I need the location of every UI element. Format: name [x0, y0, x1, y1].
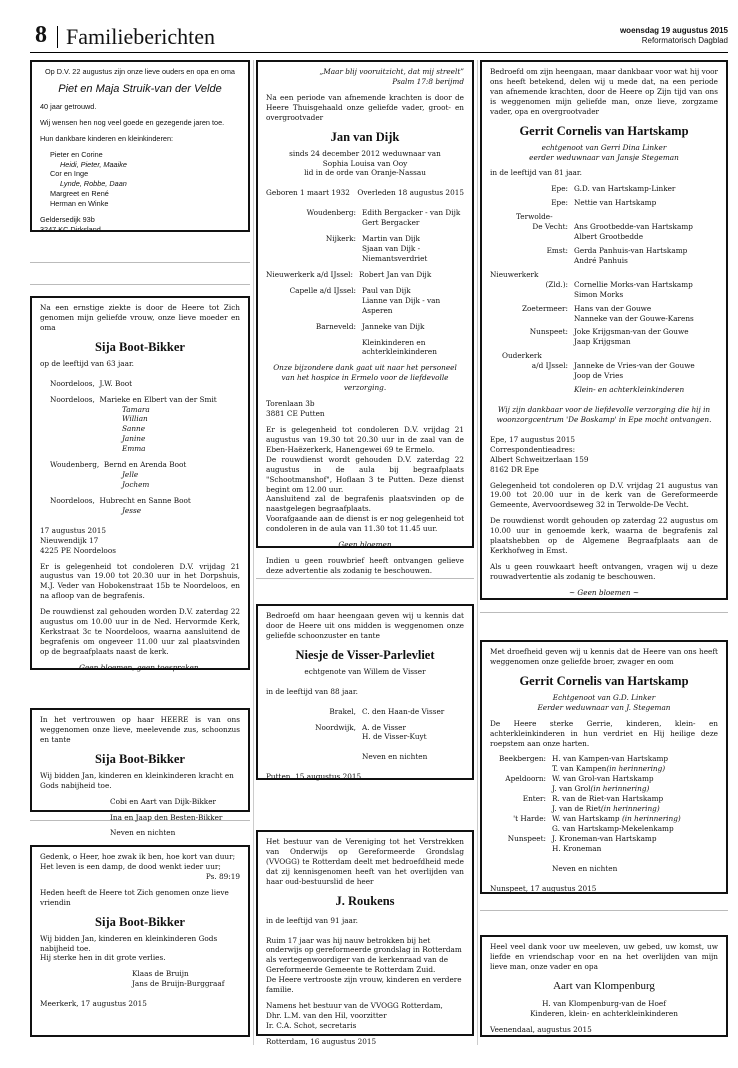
verse-ref: Ps. 89:19 — [205, 871, 240, 881]
family-row — [490, 834, 718, 854]
family-place: Apeldoorn: — [505, 774, 546, 784]
header-divider — [57, 26, 58, 48]
ad-condolence: Er is gelegenheid tot condoleren D.V. vrijdag 21 augustus van 19.30 tot 20.30 uur in de zaal van de Eben-Haëzerkerk, Hanengewei 69 te Ermelo. — [266, 424, 464, 454]
family-place: Noordeloos, — [50, 495, 95, 505]
ad-intro: Na een ernstige ziekte is door de Heere tot Zich genomen mijn geliefde vrouw, onze lieve moeder en oma — [40, 303, 240, 332]
section-divider — [480, 612, 728, 613]
ad-subtitle: Echtgenoot van G.D. Linker — [552, 692, 656, 702]
family-place: Ouderkerk — [502, 351, 542, 361]
grandchild: Janine — [122, 434, 146, 444]
family-line: Herman en Winke — [50, 199, 109, 209]
family-place: Nieuwerkerk — [490, 269, 539, 279]
family-name: Nettie van Hartskamp — [574, 198, 657, 208]
family-row — [490, 754, 718, 774]
family-name: J. van de Riet — [552, 804, 601, 814]
memorial-note: (in herinnering) — [600, 804, 660, 814]
family-name: J.W. Boot — [99, 378, 133, 388]
family-line — [50, 496, 240, 506]
grandchild: Sanne — [122, 424, 146, 434]
deceased-name: J. Roukens — [335, 893, 395, 908]
family-block — [490, 184, 718, 395]
family-name: W. van Hartskamp — [552, 813, 620, 823]
family-row — [490, 794, 718, 814]
family-place: Nieuwerkerk a/d IJssel: — [266, 269, 353, 279]
deceased-name: Gerrit Cornelis van Hartskamp — [519, 123, 689, 138]
ad-footer: Veenendaal, augustus 2015 — [490, 1024, 592, 1034]
family-name: Ans Grootbedde-van Hartskamp — [574, 222, 693, 232]
family-row — [490, 361, 718, 381]
ad-address: Nieuwendijk 17 — [40, 535, 99, 545]
family-place: 't Harde: — [513, 813, 546, 823]
family-row — [266, 208, 464, 228]
family-name: Joop de Vries — [574, 371, 624, 381]
ad-address: 8162 DR Epe — [490, 464, 539, 474]
death-notice-gerrit-family — [480, 60, 728, 600]
grandchild: Jesse — [122, 505, 142, 515]
ad-subtitle: Sophia Louisa van Ooy — [322, 158, 408, 168]
family-block — [266, 208, 464, 357]
ad-intro: Met droefheid geven wij u kennis dat de Heere van ons heeft weggenomen onze geliefde broer, zwager en oom — [490, 647, 718, 666]
family-place: Brakel, — [329, 706, 356, 716]
ad-nephews: Neven en nichten — [552, 863, 618, 873]
family-place: Woudenberg: — [306, 208, 356, 218]
family-place: (Zld.): — [545, 279, 568, 289]
family-name: W. van Grol-van Hartskamp — [552, 774, 654, 784]
deceased-name: Gerrit Cornelis van Hartskamp — [519, 673, 689, 688]
family-row — [490, 222, 718, 242]
ad-signature: H. van Klompenburg-van de Hoef — [542, 998, 666, 1008]
section-divider — [480, 910, 728, 911]
section-divider — [256, 578, 474, 579]
ad-signature: Neven en nichten — [110, 828, 176, 838]
ad-address: Torenlaan 3b — [266, 399, 315, 409]
family-name: H. Kroneman — [552, 843, 602, 853]
family-name: Lianne van Dijk - van Asperen — [362, 295, 441, 315]
ad-address: 4225 PE Noordeloos — [40, 545, 116, 555]
family-name: Paul van Dijk — [362, 285, 411, 295]
ad-wish: Wij bidden Jan, kinderen en kleinkinderen Gods nabijheid toe. — [40, 933, 218, 953]
family-name: Jaap Krijgsman — [574, 337, 631, 347]
ad-intro: Op D.V. 22 augustus zijn onze lieve ouders en opa en oma — [45, 67, 235, 76]
family-row — [490, 280, 718, 300]
family-name: Marieke en Elbert van der Smit — [99, 394, 217, 404]
family-name: Hubrecht en Sanne Boot — [99, 495, 191, 505]
family-name: Hans van der Gouwe — [574, 303, 652, 313]
family-place: Enter: — [522, 794, 546, 804]
ad-subtitle: lid in de orde van Oranje-Nassau — [304, 168, 426, 178]
family-row — [490, 270, 718, 280]
family-name: G. van Hartskamp-Mekelenkamp — [552, 823, 674, 833]
memorial-note: (in herinnering) — [621, 813, 681, 823]
family-row — [266, 234, 464, 264]
family-name: Gert Bergacker — [362, 218, 420, 228]
family-name: J. van Grol — [552, 784, 591, 794]
ad-subtitle: eerder weduwnaar van Jansje Stegeman — [529, 152, 679, 162]
grandchildren-list — [50, 405, 240, 455]
death-notice-jan-van-dijk — [256, 60, 474, 575]
family-place: Woudenberg, — [50, 460, 100, 470]
ad-board: Ir. C.A. Schot, secretaris — [266, 1020, 357, 1030]
deceased-age: in de leeftijd van 91 jaar. — [266, 915, 358, 925]
ad-after: Voorafgaande aan de dienst is er nog gelegenheid tot condoleren in de aula van 11.30 tot 11.45 uur. — [266, 514, 464, 534]
section-title: Familieberichten — [66, 24, 216, 49]
section-divider — [30, 284, 250, 285]
ad-board: Namens het bestuur van de VVOGG Rotterdam, — [266, 1001, 443, 1011]
family-row — [490, 304, 718, 324]
deceased-name: Jan van Dijk — [330, 129, 400, 144]
column-divider — [477, 60, 478, 1045]
family-place: Noordeloos, — [50, 378, 95, 388]
family-line — [50, 460, 240, 470]
ad-footer: Putten, 15 augustus 2015 — [266, 772, 362, 782]
ad-wish: Hij sterke hen in dit grote verlies. — [40, 953, 166, 963]
ad-years: 40 jaar getrouwd. — [40, 101, 97, 111]
family-place: Nunspeet: — [507, 833, 546, 843]
ad-flowers: Geen bloemen, geen toespraken. — [79, 662, 201, 672]
family-name: Gerda Panhuis-van Hartskamp — [574, 245, 688, 255]
death-notice-sija-friends — [30, 845, 250, 1037]
ad-address: 3881 CE Putten — [266, 409, 325, 419]
family-place: Barneveld: — [315, 321, 356, 331]
family-name: Sjaan van Dijk - — [362, 244, 421, 254]
family-name: H. van Kampen-van Hartskamp — [552, 754, 669, 764]
deceased-name: Aart van Klompenburg — [553, 979, 655, 992]
family-block — [40, 379, 240, 516]
deceased-age: in de leeftijd van 88 jaar. — [266, 686, 358, 696]
family-row — [490, 351, 718, 361]
grandchild: Jochem — [122, 479, 150, 489]
ad-wish: Wij wensen hen nog veel goede en gezegende jaren toe. — [40, 117, 225, 127]
ad-address: Albert Schweitzerlaan 159 — [490, 454, 589, 464]
family-name: Simon Morks — [574, 289, 624, 299]
grandchild: Jelle — [122, 470, 139, 480]
family-name: Robert Jan van Dijk — [358, 269, 432, 279]
family-place: Noordeloos, — [50, 394, 95, 404]
family-row — [266, 707, 464, 717]
ad-intro: Na een periode van afnemende krachten is door de Heere Thuisgehaald onze geliefde vader, groot- en overgrootvader — [266, 92, 464, 122]
deceased-age: in de leeftijd van 81 jaar. — [490, 168, 582, 178]
ad-quote: „Maar blij vooruitzicht, dat mij streelt” — [319, 67, 464, 76]
ad-board: Dhr. L.M. van den Hil, voorzitter — [266, 1010, 387, 1020]
deceased-name: Sija Boot-Bikker — [95, 914, 185, 929]
ad-intro: Bedroefd om zijn heengaan, maar dankbaar voor wat hij voor ons heeft betekend, delen wij u mede dat, na een periode van afnemende krachten, door de Heere op Zijn tijd van ons is weggenomen mijn geliefde man, onze lieve, zorgzame vader, opa en overgrootvader — [490, 67, 718, 116]
family-name: J. Kroneman-van Hartskamp — [552, 833, 657, 843]
ad-correspondence: Correspondentieadres: — [490, 444, 576, 454]
family-place: Epe: — [551, 184, 568, 194]
family-row — [490, 246, 718, 266]
grandchild: Tamara — [122, 404, 150, 414]
family-row — [266, 338, 464, 358]
family-name: André Panhuis — [574, 255, 628, 265]
verse-line: Gedenk, o Heer, hoe zwak ik ben, hoe kort van duur; — [40, 852, 236, 861]
family-line — [50, 395, 240, 405]
family-row — [266, 723, 464, 743]
ad-signature: Cobi en Aart van Dijk-Bikker — [110, 796, 217, 806]
ad-signature: Ina en Jaap den Besten-Bikker — [110, 812, 223, 822]
death-notice-gerrit-siblings — [480, 640, 728, 894]
family-line: Pieter en Corine — [50, 149, 103, 159]
family-name: T. van Kampen — [552, 764, 607, 774]
deceased-name: Sija Boot-Bikker — [95, 751, 185, 766]
ad-intro: Heden heeft de Heere tot Zich genomen onze lieve vriendin — [40, 887, 229, 907]
ad-date: Epe, 17 augustus 2015 — [490, 434, 575, 444]
family-place: Capelle a/d IJssel: — [289, 285, 356, 295]
family-name: H. de Visser-Kuyt — [362, 732, 427, 742]
memorial-note: (in herinnering) — [606, 764, 666, 774]
page-number: 8 — [35, 22, 47, 48]
ad-body: De Heere sterke Gerrie, kinderen, klein- en achterkleinkinderen in hun verdriet en Hij heilige deze roepstem aan onze harten. — [490, 718, 718, 748]
family-name: A. de Visser — [362, 722, 406, 732]
family-name: Albert Grootbedde — [574, 232, 644, 242]
family-place: Zoetermeer: — [521, 303, 568, 313]
grandchildren: Klein- en achterkleinkinderen — [574, 385, 685, 395]
ad-address: Geldersedijk 93b — [40, 215, 95, 225]
ad-intro: Het bestuur van de Vereniging tot het Verstrekken van Onderwijs op Gereformeerde Grondslag (VVOGG) te Rotterdam deelt met bedroefdheid mede dat zij kennisgenomen heeft van het overlijden van haar oud-bestuurslid de heer — [266, 837, 464, 886]
ad-card: Indien u geen rouwbrief heeft ontvangen gelieve deze advertentie als zodanig te beschouwen. — [266, 556, 464, 575]
family-name: achterkleinkinderen — [362, 347, 437, 357]
death-notice-sija-family — [30, 296, 250, 670]
verse-line: Het leven is een damp, de dood wenkt ieder uur; — [40, 861, 221, 871]
ad-condolence: Gelegenheid tot condoleren op D.V. vrijdag 21 augustus van 19.00 tot 20.00 uur in de kerk van de Gereformeerde Gemeente, Avervoordseweg 32 in Terwolde-De Vecht. — [490, 480, 718, 510]
header-rule — [30, 52, 728, 53]
family-row — [490, 774, 718, 794]
ad-intro: Heel veel dank voor uw meeleven, uw gebed, uw komst, uw liefde en vriendschap voor en na het overlijden van mijn lieve man, onze vader en opa — [490, 942, 718, 971]
family-name: Bernd en Arenda Boot — [103, 460, 187, 470]
ad-thanks: Hun dankbare kinderen en kleinkinderen: — [40, 133, 174, 143]
ad-intro: In het vertrouwen op haar HEERE is van ons weggenomen onze lieve, meelevende zus, schoonzus en tante — [40, 715, 240, 744]
ad-footer: Meerkerk, 17 augustus 2015 — [40, 999, 147, 1009]
ad-subtitle: echtgenoot van Gerri Dina Linker — [541, 142, 667, 152]
family-name: Cornellie Morks-van Hartskamp — [574, 279, 693, 289]
family-row — [490, 212, 718, 222]
family-row — [266, 322, 464, 332]
family-place: Epe: — [551, 198, 568, 208]
death-date: Overleden 18 augustus 2015 — [357, 188, 464, 198]
ad-dates — [266, 188, 464, 198]
ad-thanks: Onze bijzondere dank gaat uit naar het personeel van het hospice in Ermelo voor de liefdevolle verzorging. — [273, 363, 457, 393]
family-block — [490, 754, 718, 853]
ad-flowers: ~ Geen bloemen ~ — [568, 587, 639, 597]
family-place: Nunspeet: — [529, 327, 568, 337]
ad-signature: Jans de Bruijn-Burggraaf — [132, 979, 225, 989]
ad-flowers: Geen bloemen — [338, 540, 392, 550]
grandchild: Emma — [122, 444, 146, 454]
birth-date: Geboren 1 maart 1932 — [266, 188, 350, 198]
newspaper-name: Reformatorisch Dagblad — [641, 36, 728, 45]
ad-couple-name: Piet en Maja Struik-van der Velde — [58, 82, 222, 95]
death-notice-sija-siblings — [30, 708, 250, 838]
family-row — [490, 327, 718, 347]
ad-wish: Wij bidden Jan, kinderen en kleinkinderen kracht en Gods nabijheid toe. — [40, 770, 234, 790]
family-name: Joke Krijgsman-van der Gouwe — [574, 327, 689, 337]
family-place: Noordwijk, — [315, 722, 356, 732]
grandchildren-list — [50, 470, 240, 490]
family-list — [40, 150, 240, 210]
family-name: Martin van Dijk — [362, 234, 420, 244]
ad-burial: Aansluitend zal de begrafenis plaatsvinden op de naastgelegen begraafplaats. — [266, 494, 464, 514]
ad-footer: Nunspeet, 17 augustus 2015 — [490, 883, 597, 893]
thank-you-notice-aart — [480, 935, 728, 1037]
family-place: a/d IJssel: — [531, 361, 568, 371]
family-place — [266, 338, 362, 358]
deceased-age: op de leeftijd van 63 jaar. — [40, 358, 134, 368]
family-name: G.D. van Hartskamp-Linker — [574, 184, 676, 194]
ad-signature: Klaas de Bruijn — [132, 969, 189, 979]
ad-service: De rouwdienst wordt gehouden op zaterdag 22 augustus om 10.00 uur in genoemde kerk, waarna de begrafenis zal plaatshebben op de Algemene Begraafplaats aan de Kerkhofweg in Emst. — [490, 516, 718, 556]
family-line: Margreet en René — [50, 189, 109, 199]
ad-date: 17 augustus 2015 — [40, 525, 107, 535]
family-row — [490, 184, 718, 194]
deceased-name: Sija Boot-Bikker — [95, 339, 185, 354]
ad-thanks: Wij zijn dankbaar voor de liefdevolle verzorging die hij in woonzorgcentrum 'De Boskamp' in Epe mocht ontvangen. — [496, 404, 712, 424]
ad-quote-ref: Psalm 17:8 berijmd — [392, 76, 464, 86]
ad-subtitle: Eerder weduwnaar van J. Stegeman — [537, 702, 671, 712]
deceased-name: Niesje de Visser-Parlevliet — [295, 647, 435, 662]
family-name: Edith Bergacker - van Dijk — [362, 208, 461, 218]
family-name: Janneke de Vries-van der Gouwe — [574, 361, 695, 371]
anniversary-ad — [30, 60, 250, 235]
ad-body: Ruim 17 jaar was hij nauw betrokken bij het onderwijs op gereformeerde grondslag in Rotterdam als vertegenwoordiger van de kerkenraad van de Gereformeerde Gemeente te Rotterdam Zuid. — [266, 935, 462, 975]
issue-date: woensdag 19 augustus 2015 — [619, 26, 728, 35]
memorial-note: (in herinnering) — [590, 784, 650, 794]
ad-body: De Heere vertrooste zijn vrouw, kinderen en verdere familie. — [266, 975, 462, 995]
ad-card: Als u geen rouwkaart heeft ontvangen, vragen wij u deze rouwadvertentie als zodanig te beschouwen. — [490, 561, 718, 581]
family-place: Emst: — [546, 245, 568, 255]
family-block — [266, 707, 464, 743]
family-place: De Vecht: — [532, 222, 568, 232]
ad-subtitle: sinds 24 december 2012 weduwnaar van — [289, 148, 441, 158]
family-name: Niemantsverdriet — [362, 253, 428, 263]
family-place: Beekbergen: — [498, 754, 546, 764]
ad-service: De rouwdienst zal gehouden worden D.V. zaterdag 22 augustus om 10.00 uur in de Ned. Hervormde Kerk, Kerkstraat 3c te Noordeloos, waarna aansluitend de begrafenis om ongeveer 11.00 uur zal plaatsvinden op de begraafplaats naast de kerk. — [40, 607, 240, 656]
family-name: Nanneke van der Gouwe-Karens — [574, 313, 694, 323]
ad-address: 3247 KC Dirksland — [40, 225, 101, 235]
ad-intro: Bedroefd om haar heengaan geven wij u kennis dat door de Heere uit ons midden is weggenomen onze geliefde schoonzuster en tante — [266, 611, 464, 640]
ad-condolence: Er is gelegenheid tot condoleren D.V. vrijdag 21 augustus van 19.00 tot 20.30 uur in het Dorpshuis, M.J. Veder van Hobokenstraat 15b te Noordeloos, en na afloop van de begrafenis. — [40, 561, 240, 601]
ad-subtitle: echtgenote van Willem de Visser — [304, 666, 426, 676]
grandchild: Willian — [122, 414, 148, 424]
family-place: Terwolde- — [516, 212, 553, 222]
ad-nephews: Neven en nichten — [362, 752, 428, 762]
grandchildren-list — [50, 506, 240, 516]
column-divider — [253, 60, 254, 1045]
family-row — [490, 198, 718, 208]
family-line: Cor en Inge — [50, 169, 89, 179]
family-line: Lynde, Robbe, Daan — [60, 179, 127, 189]
family-name: C. den Haan-de Visser — [362, 706, 445, 716]
family-line: Heidi, Pieter, Maaike — [60, 159, 127, 169]
ad-service: De rouwdienst wordt gehouden D.V. zaterdag 22 augustus in de aula bij begraafplaats "Schootmanshof", Hoflaan 3 te Putten. Deze dienst begint om 12.00 uur. — [266, 454, 464, 494]
ad-footer: Rotterdam, 16 augustus 2015 — [266, 1036, 377, 1046]
family-name: Janneke van Dijk — [362, 321, 425, 331]
family-name: R. van de Riet-van Hartskamp — [552, 794, 664, 804]
ad-signature: Kinderen, klein- en achterkleinkinderen — [530, 1008, 678, 1018]
family-row — [266, 286, 464, 316]
death-notice-niesje — [256, 604, 474, 780]
section-divider — [30, 262, 250, 263]
family-line — [50, 379, 240, 389]
family-name: Kleinkinderen en — [362, 337, 426, 347]
family-place: Nijkerk: — [325, 234, 356, 244]
family-row — [490, 814, 718, 834]
family-row — [266, 270, 464, 280]
death-notice-roukens — [256, 830, 474, 1046]
